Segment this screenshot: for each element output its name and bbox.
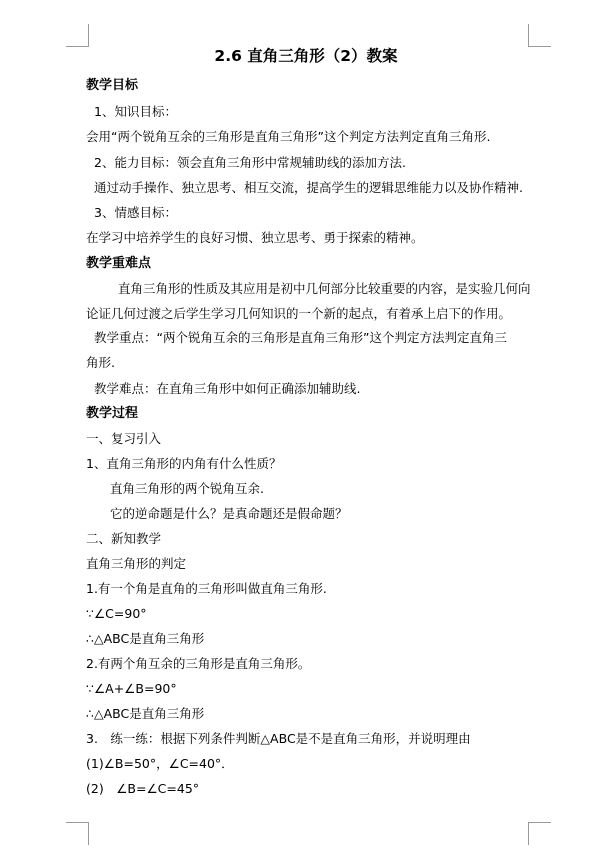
key-points-paragraph-line-1: 直角三角形的性质及其应用是初中几何部分比较重要的内容，是实验几何向 xyxy=(118,281,531,296)
teaching-difficulty: 教学难点：在直角三角形中如何正确添加辅助线. xyxy=(94,381,361,396)
because-1: ∵∠C=90° xyxy=(86,606,147,621)
corner-mark-bottom-right xyxy=(528,822,551,845)
judgement-subtitle: 直角三角形的判定 xyxy=(86,556,187,571)
corner-mark-top-right xyxy=(528,24,551,47)
emotion-objective-text: 在学习中培养学生的良好习惯、独立思考、勇于探索的精神。 xyxy=(86,230,424,245)
exercise-prompt: 3. 练一练：根据下列条件判断△ABC是不是直角三角形，并说明理由 xyxy=(86,731,471,746)
corner-mark-bottom-left xyxy=(66,822,89,845)
knowledge-objective-text: 会用“两个锐角互余的三角形是直角三角形”这个判定方法判定直角三角形. xyxy=(86,129,491,144)
exercise-item-1: (1)∠B=50°，∠C=40°． xyxy=(86,756,234,771)
review-section-title: 一、复习引入 xyxy=(86,431,162,446)
review-question-2: 它的逆命题是什么？是真命题还是假命题？ xyxy=(110,506,348,521)
process-heading: 教学过程 xyxy=(86,406,139,421)
therefore-1: ∴△ABC是直角三角形 xyxy=(86,631,205,646)
teaching-focus-line-1: 教学重点：“两个锐角互余的三角形是直角三角形”这个判定方法判定直角三 xyxy=(94,330,507,345)
ability-objective-label: 2、能力目标：领会直角三角形中常规辅助线的添加方法. xyxy=(94,155,406,170)
review-question-1: 1、直角三角形的内角有什么性质？ xyxy=(86,456,282,471)
review-answer-1: 直角三角形的两个锐角互余. xyxy=(110,481,264,496)
corner-mark-top-left xyxy=(66,24,89,47)
new-knowledge-section-title: 二、新知教学 xyxy=(86,531,162,546)
definition-1: 1.有一个角是直角的三角形叫做直角三角形. xyxy=(86,581,327,596)
knowledge-objective-label: 1、知识目标： xyxy=(94,104,177,119)
emotion-objective-label: 3、情感目标： xyxy=(94,205,177,220)
exercise-item-2: (2) ∠B=∠C=45° xyxy=(86,781,200,796)
key-points-paragraph-line-2: 论证几何过渡之后学生学习几何知识的一个新的起点，有着承上启下的作用。 xyxy=(86,306,512,321)
key-points-heading: 教学重难点 xyxy=(86,256,152,271)
teaching-focus-line-2: 角形. xyxy=(86,355,115,370)
document-title: 2.6 直角三角形（2）教案 xyxy=(214,47,398,65)
because-2: ∵∠A+∠B=90° xyxy=(86,681,177,696)
objectives-heading: 教学目标 xyxy=(86,78,139,93)
ability-objective-text: 通过动手操作、独立思考、相互交流，提高学生的逻辑思维能力以及协作精神. xyxy=(94,180,523,195)
definition-2: 2.有两个角互余的三角形是直角三角形。 xyxy=(86,656,311,671)
therefore-2: ∴△ABC是直角三角形 xyxy=(86,706,205,721)
